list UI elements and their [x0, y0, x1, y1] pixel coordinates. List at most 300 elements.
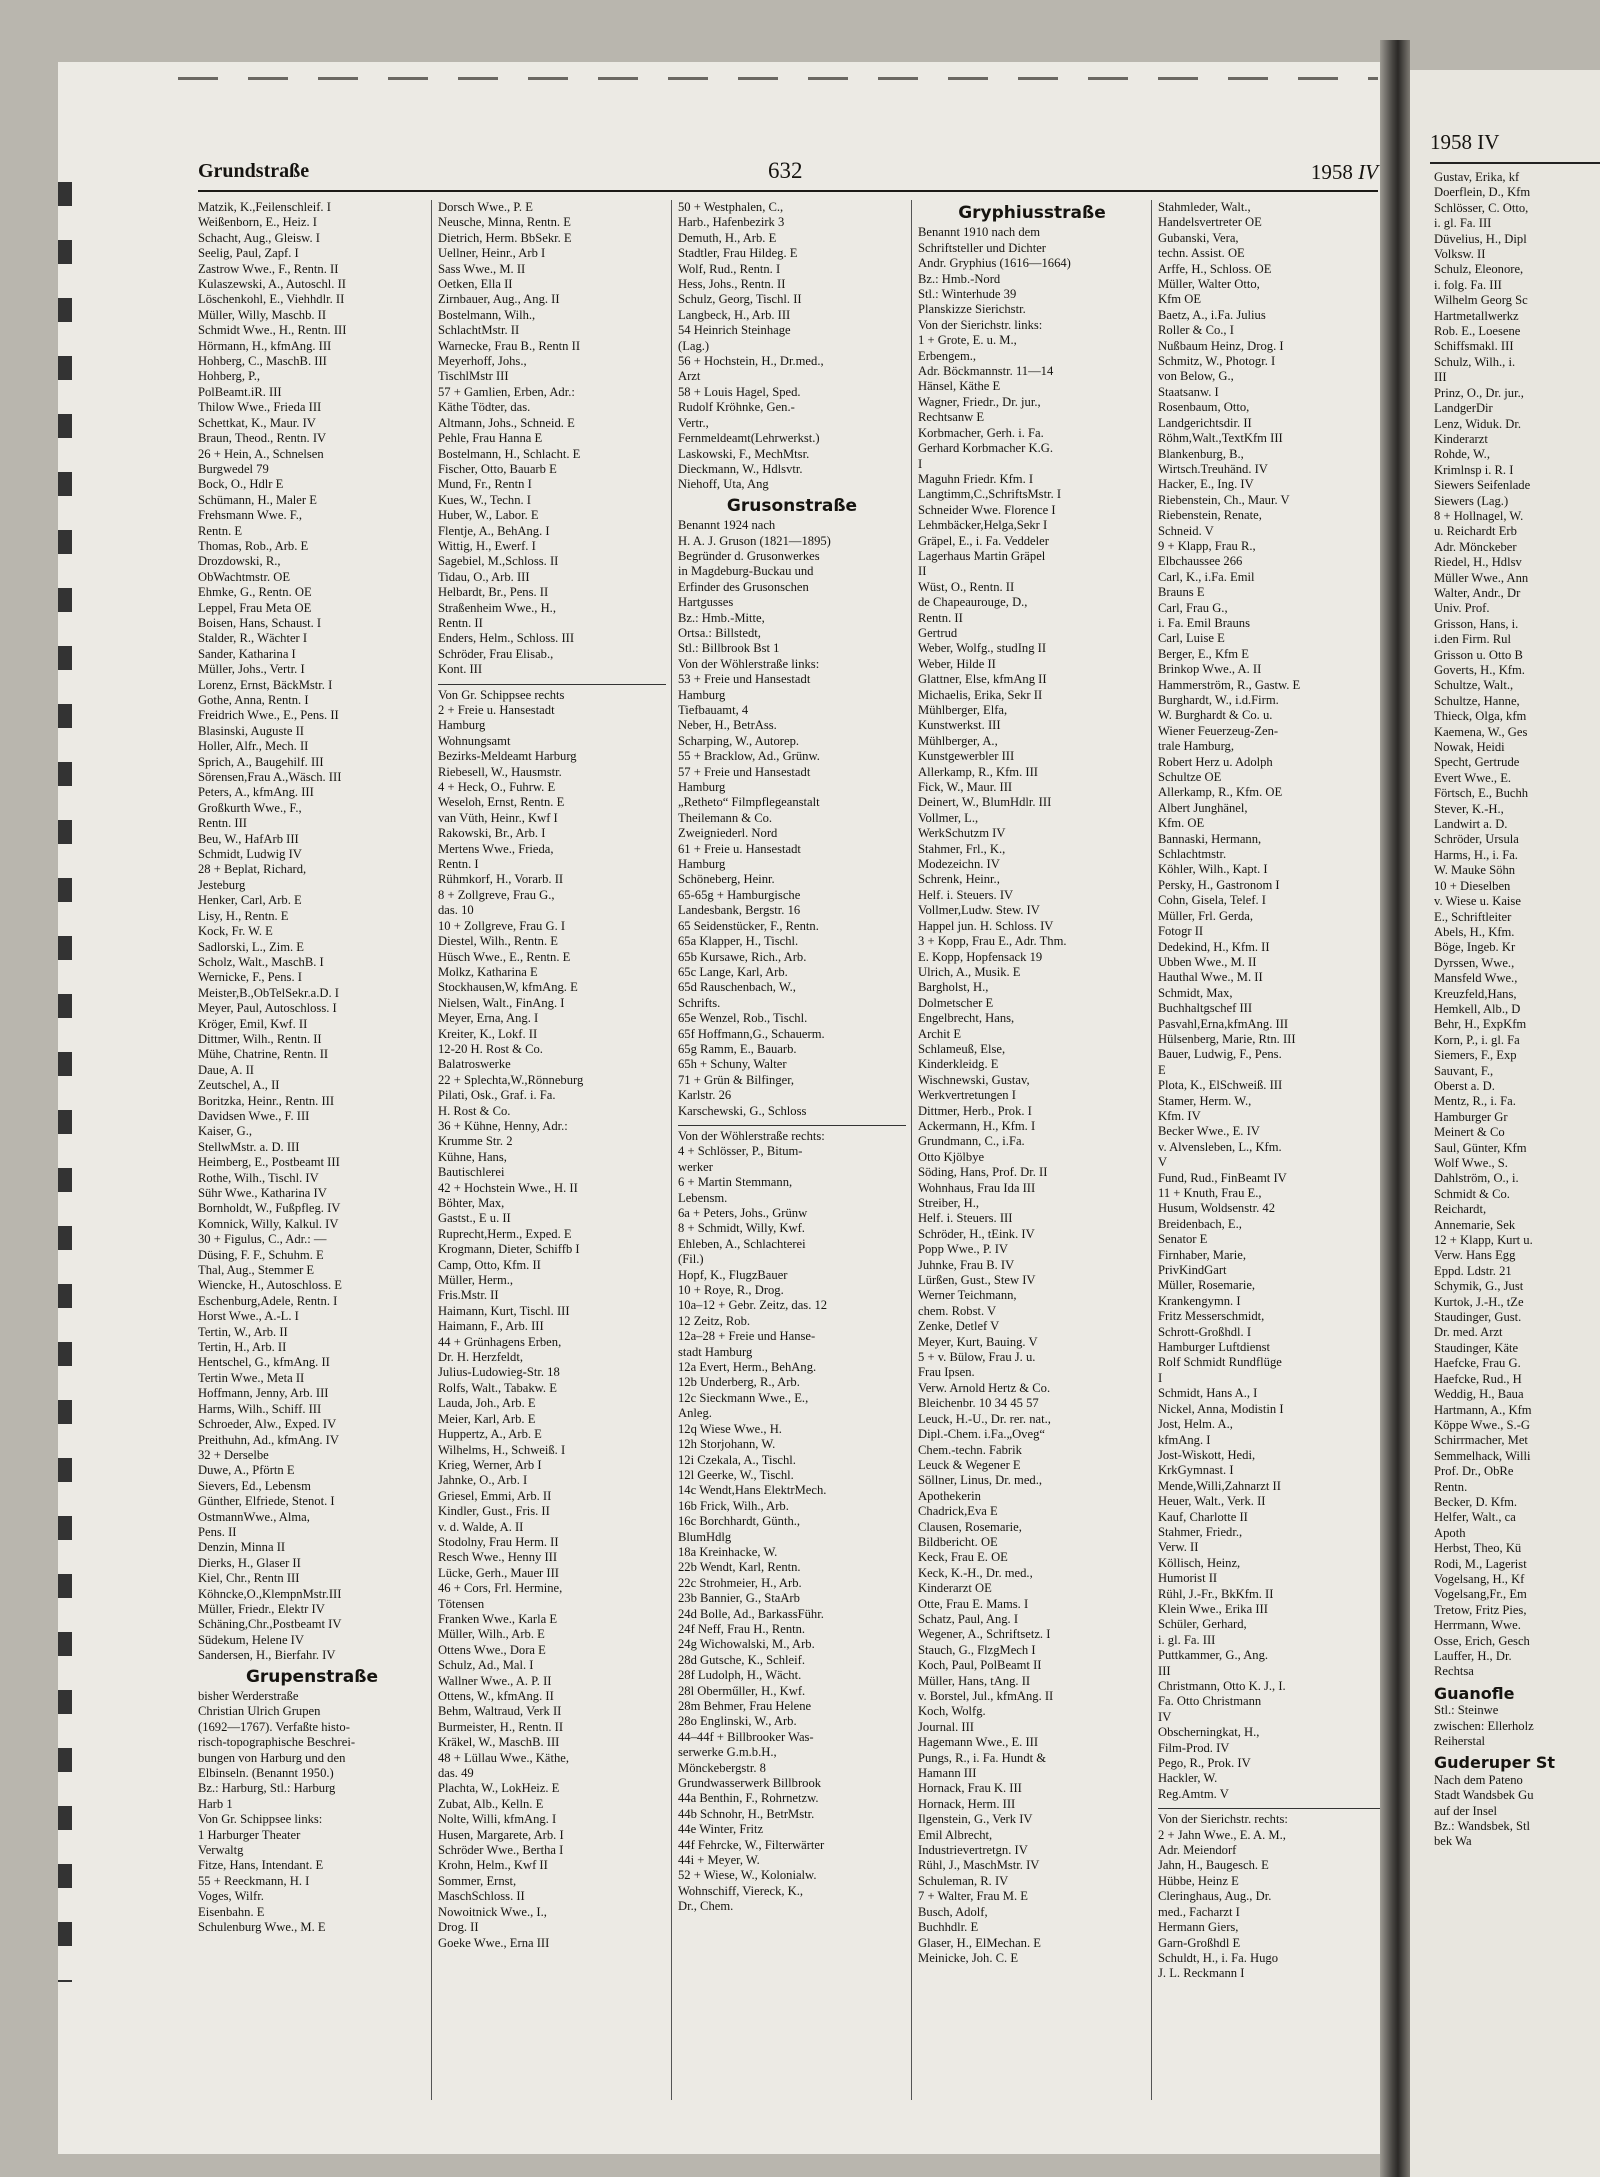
directory-entry-line: 22 + Splechta,W.,Rönneburg	[438, 1072, 584, 1087]
directory-entry-line: 3 + Kopp, Frau E., Adr. Thm.	[918, 934, 1067, 949]
directory-entry-line: Fischer, Otto, Bauarb E	[438, 461, 557, 476]
directory-entry-line: Nielsen, Walt., FinAng. I	[438, 995, 565, 1010]
directory-entry-line: Wagner, Friedr., Dr. jur.,	[918, 394, 1041, 409]
directory-entry-line: Planskizze Sierichstr.	[918, 302, 1026, 317]
directory-entry-line: Köllisch, Heinz,	[1158, 1555, 1241, 1570]
directory-entry-line: Schultze, Walt.,	[1434, 678, 1514, 693]
directory-entry-line: 55 + Reeckmann, H. I	[198, 1873, 310, 1888]
directory-entry-line: Langbeck, H., Arb. III	[678, 307, 791, 322]
directory-entry-line: Dittmer, Wilh., Rentn. II	[198, 1031, 322, 1046]
directory-entry-line: Allerkamp, R., Kfm. III	[918, 764, 1038, 779]
directory-entry-line: 12a–28 + Freie und Hanse-	[678, 1329, 816, 1344]
directory-entry-line: Arffe, H., Schloss. OE	[1158, 261, 1272, 276]
directory-entry-line: Ottens Wwe., Dora E	[438, 1642, 546, 1657]
directory-entry-line: Förtsch, E., Buchh	[1434, 786, 1529, 801]
directory-entry-line: 36 + Kühne, Henny, Adr.:	[438, 1118, 568, 1133]
directory-entry-line: Stadt Wandsbek Gu	[1434, 1788, 1534, 1803]
directory-entry-line: Vogelsang, H., Kf	[1434, 1571, 1525, 1586]
directory-entry-line: Schrifts.	[678, 995, 721, 1010]
directory-entry-line: Rohde, W.,	[1434, 447, 1490, 462]
directory-entry-line: Dietrich, Herm. BbSekr. E	[438, 230, 572, 245]
directory-entry-line: Nach dem Pateno	[1434, 1772, 1523, 1787]
directory-entry-line: Carl, Frau G.,	[1158, 600, 1228, 615]
directory-entry-line: Karlstr. 26	[678, 1088, 732, 1103]
directory-entry-line: 5 + v. Bülow, Frau J. u.	[918, 1350, 1036, 1365]
directory-entry-line: Theilemann & Co.	[678, 810, 773, 825]
directory-entry-line: Modezeichn. IV	[918, 857, 1000, 872]
directory-entry-line: von Below, G.,	[1158, 369, 1234, 384]
directory-entry-line: Kfm. IV	[1158, 1108, 1201, 1123]
directory-entry-line: Meinicke, Joh. C. E	[918, 1950, 1019, 1965]
directory-entry-line: Kaemena, W., Ges	[1434, 724, 1528, 739]
directory-entry-line: 65f Hoffmann,G., Schauerm.	[678, 1026, 825, 1041]
directory-entry-line: Bildbericht. OE	[918, 1534, 998, 1549]
directory-entry-line: Reichardt,	[1434, 1202, 1487, 1217]
directory-entry-line: Engelbrecht, Hans,	[918, 1011, 1015, 1026]
directory-entry-line: Hamburg	[678, 687, 726, 702]
directory-entry-line: Fa. Otto Christmann	[1158, 1694, 1262, 1709]
directory-entry-line: Reg.Amtm. V	[1158, 1786, 1229, 1801]
directory-entry-line: Hacker, E., Ing. IV	[1158, 477, 1254, 492]
directory-entry-line: Kauf, Charlotte II	[1158, 1509, 1248, 1524]
directory-entry-line: Sagebiel, M.,Schloss. II	[438, 554, 559, 569]
directory-entry-line: 12i Czekala, A., Tischl.	[678, 1452, 796, 1467]
directory-entry-line: Gastst., E u. II	[438, 1211, 511, 1226]
directory-entry-line: Mühlberger, A.,	[918, 733, 998, 748]
directory-entry-line: Schymik, G., Just	[1434, 1279, 1524, 1294]
directory-entry-line: Nowoitnick Wwe., I.,	[438, 1904, 547, 1919]
directory-entry-line: Sprich, A., Baugehilf. III	[198, 754, 324, 769]
directory-entry-line: Wegener, A., Schriftsetz. I	[918, 1627, 1051, 1642]
directory-entry-line: Wilhelm Georg Sc	[1434, 293, 1528, 308]
directory-entry-line: Söllner, Linus, Dr. med.,	[918, 1473, 1043, 1488]
directory-entry-line: Grundmann, C., i.Fa.	[918, 1134, 1025, 1149]
year: 1958	[1310, 160, 1353, 184]
directory-entry-line: BlumHdlg	[678, 1529, 732, 1544]
directory-entry-line: Neusche, Minna, Rentn. E	[438, 215, 571, 230]
directory-entry-line: Von der Wöhlerstraße links:	[678, 656, 820, 671]
directory-entry-line: Lehmbäcker,Helga,Sekr I	[918, 518, 1048, 533]
directory-entry-line: Fernmeldeamt(Lehrwerkst.)	[678, 431, 820, 446]
directory-entry-line: Stodolny, Frau Herm. II	[438, 1534, 559, 1549]
directory-entry-line: Univ. Prof.	[1434, 601, 1490, 616]
directory-entry-line: (Fil.)	[678, 1252, 704, 1267]
directory-entry-line: Becker, D. Kfm.	[1434, 1494, 1518, 1509]
directory-entry-line: Drozdowski, R.,	[198, 554, 281, 569]
directory-entry-line: Rolfs, Walt., Tabakw. E	[438, 1380, 557, 1395]
directory-entry-line: Archit E	[918, 1026, 962, 1041]
directory-entry-line: Rühl, J., MaschMstr. IV	[918, 1858, 1040, 1873]
directory-entry-line: Helfer, Walt., ca	[1434, 1510, 1516, 1525]
directory-entry-line: Rechtsanw E	[918, 410, 985, 425]
directory-entry-line: Streiber, H.,	[918, 1196, 980, 1210]
right-page-header: 1958 IV	[1430, 130, 1500, 154]
directory-entry-line: Buchhdlr. E	[918, 1920, 979, 1935]
directory-entry-line: Apothekerin	[918, 1488, 981, 1503]
directory-entry-line: Bautischlerei	[438, 1165, 505, 1180]
directory-entry-line: Matzik, K.,Feilenschleif. I	[198, 200, 331, 214]
directory-entry-line: Oetken, Ella II	[438, 277, 513, 292]
page-number: 632	[768, 158, 803, 183]
directory-entry-line: 18a Kreinhacke, W.	[678, 1544, 778, 1559]
directory-entry-line: Müller, Wilh., Arb. E	[438, 1627, 545, 1642]
directory-entry-line: Sommer, Ernst,	[438, 1873, 517, 1888]
directory-entry-line: Meinert & Co	[1434, 1125, 1505, 1140]
directory-entry-line: 10 + Dieselben	[1434, 878, 1511, 893]
directory-entry-line: 65b Kursawe, Rich., Arb.	[678, 949, 807, 964]
directory-entry-line: SchlachtMstr. II	[438, 323, 520, 338]
directory-entry-line: E., Schriftleiter	[1434, 909, 1512, 924]
directory-entry-line: Plachta, W., LokHeiz. E	[438, 1781, 560, 1796]
directory-entry-line: Mühe, Chatrine, Rentn. II	[198, 1047, 329, 1062]
directory-entry-line: Zweigniederl. Nord	[678, 826, 778, 841]
directory-entry-line: Verw. Arnold Hertz & Co.	[918, 1380, 1051, 1395]
directory-entry-line: Eschenburg,Adele, Rentn. I	[198, 1293, 338, 1308]
directory-entry-line: 44a Benthin, F., Rohrnetzw.	[678, 1791, 819, 1806]
directory-entry-line: Tretow, Fritz Pies,	[1434, 1602, 1527, 1617]
directory-entry-line: zwischen: Ellerholz	[1434, 1718, 1534, 1733]
directory-entry-line: Pungs, R., i. Fa. Hundt &	[918, 1750, 1047, 1765]
directory-entry-line: Wischnewski, Gustav,	[918, 1072, 1030, 1087]
directory-entry-line: Industrievertretgn. IV	[918, 1843, 1028, 1858]
directory-entry-line: Clausen, Rosemarie,	[918, 1519, 1022, 1534]
directory-entry-line: Ortsa.: Billstedt,	[678, 625, 761, 640]
directory-entry-line: Neber, H., BetrAss.	[678, 718, 777, 733]
directory-entry-line: Schulz, Ad., Mal. I	[438, 1658, 534, 1673]
directory-entry-line: Nußbaum Heinz, Drog. I	[1158, 338, 1284, 353]
directory-entry-line: Helf. i. Steuers. III	[918, 1211, 1013, 1226]
directory-entry-line: Sievers, Ed., Lebensm	[198, 1478, 311, 1493]
directory-entry-line: V	[1158, 1155, 1168, 1170]
directory-entry-line: Berger, E., Kfm E	[1158, 646, 1249, 661]
street-section-title: Guderuper St	[1434, 1753, 1556, 1773]
directory-entry-line: Chadrick,Eva E	[918, 1504, 998, 1519]
directory-entry-line: Lebensm.	[678, 1190, 728, 1205]
directory-entry-line: Kiel, Chr., Rentn III	[198, 1571, 300, 1586]
directory-entry-line: Husen, Margarete, Arb. I	[438, 1827, 564, 1842]
directory-entry-line: Verwaltg	[198, 1843, 244, 1858]
directory-entry-line: Meyer, Erna, Ang. I	[438, 1011, 539, 1026]
directory-entry-line: Keck, Frau E. OE	[918, 1550, 1008, 1565]
directory-entry-line: Kreiter, K., Lokf. II	[438, 1026, 538, 1041]
column-2	[438, 200, 666, 2100]
directory-entry-line: Wittig, H., Ewerf. I	[438, 538, 536, 553]
directory-entry-line: MaschSchloss. II	[438, 1889, 525, 1904]
directory-entry-line: Franken Wwe., Karla E	[438, 1611, 558, 1626]
directory-entry-line: i.den Firm. Rul	[1434, 632, 1511, 647]
directory-entry-line: Mund, Fr., Rentn I	[438, 477, 532, 492]
directory-entry-line: Dipl.-Chem. i.Fa.„Oveg“	[918, 1427, 1045, 1442]
directory-entry-line: 55 + Bracklow, Ad., Grünw.	[678, 749, 820, 764]
directory-entry-line: Obscherningkat, H.,	[1158, 1725, 1260, 1740]
directory-entry-line: Carl, K., i.Fa. Emil	[1158, 569, 1255, 584]
directory-entry-line: Tertin, H., Arb. II	[198, 1340, 287, 1355]
directory-entry-line: 12-20 H. Rost & Co.	[438, 1041, 543, 1056]
column-divider	[911, 200, 912, 2100]
directory-entry-line: Leuck & Wegener E	[918, 1457, 1021, 1472]
directory-entry-line: Hamburger Luftdienst	[1158, 1340, 1271, 1355]
directory-entry-line: Söding, Hans, Prof. Dr. II	[918, 1165, 1048, 1180]
directory-entry-line: Cohn, Gisela, Telef. I	[1158, 893, 1267, 908]
street-section-title: Gryphiusstraße	[958, 203, 1106, 223]
directory-entry-line: 28 + Beplat, Richard,	[198, 862, 307, 877]
directory-entry-line: Stamer, Herm. W.,	[1158, 1093, 1252, 1108]
column-divider	[1151, 200, 1152, 2100]
directory-entry-line: Stockhausen,W, kfmAng. E	[438, 980, 578, 995]
directory-entry-line: 61 + Freie u. Hansestadt	[678, 841, 801, 856]
directory-entry-line: Holler, Alfr., Mech. II	[198, 739, 309, 754]
directory-entry-line: Doerflein, D., Kfm	[1434, 185, 1531, 200]
directory-entry-line: Weber, Wolfg., studIng II	[918, 641, 1047, 656]
directory-entry-line: Von der Sierichstr. rechts:	[1158, 1812, 1288, 1827]
directory-entry-line: Schmidt Wwe., H., Rentn. III	[198, 323, 347, 338]
directory-entry-line: Popp Wwe., P. IV	[918, 1242, 1009, 1257]
directory-entry-line: 12 Zeitz, Rob.	[678, 1313, 751, 1328]
directory-entry-line: trale Hamburg,	[1158, 739, 1235, 754]
directory-entry-line: Bz.: Harburg, Stl.: Harburg	[198, 1781, 336, 1796]
column-5	[1158, 200, 1380, 2100]
directory-entry-line: 24d Bolle, Ad., BarkassFühr.	[678, 1606, 824, 1621]
directory-entry-line: I	[918, 456, 923, 471]
directory-entry-line: Dedekind, H., Kfm. II	[1158, 939, 1270, 954]
directory-entry-line: 30 + Figulus, C., Adr.: —	[198, 1232, 327, 1247]
directory-entry-line: III	[1434, 370, 1447, 385]
directory-entry-line: Bornholdt, W., Fußpfleg. IV	[198, 1201, 341, 1216]
directory-entry-line: Volksw. II	[1434, 247, 1486, 262]
directory-entry-line: Siewers Seifenlade	[1434, 478, 1531, 493]
directory-entry-line: Schlameuß, Else,	[918, 1041, 1006, 1056]
directory-entry-line: Ottens, W., kfmAng. II	[438, 1689, 554, 1703]
directory-entry-line: Schröder Wwe., Bertha I	[438, 1843, 564, 1858]
directory-entry-line: Resch Wwe., Henny III	[438, 1550, 558, 1565]
directory-entry-line: 44f Fehrcke, W., Filterwärter	[678, 1837, 825, 1852]
directory-entry-line: v. Borstel, Jul., kfmAng. II	[918, 1689, 1054, 1703]
directory-entry-line: Oberst a. D.	[1434, 1078, 1495, 1093]
directory-entry-line: risch-topographische Beschrei-	[198, 1735, 356, 1750]
directory-entry-line: Becker Wwe., E. IV	[1158, 1124, 1260, 1139]
directory-entry-line: Hentschel, G., kfmAng. II	[198, 1355, 330, 1370]
directory-entry-line: Bostelmann, H., Schlacht. E	[438, 446, 581, 461]
directory-entry-line: Grundwasserwerk Billbrook	[678, 1776, 822, 1791]
directory-entry-line: Roller & Co., I	[1158, 323, 1234, 338]
directory-entry-line: ObWachtmstr. OE	[198, 569, 291, 584]
directory-entry-line: W. Burghardt & Co. u.	[1158, 708, 1273, 723]
directory-entry-line: Meyerhoff, Johs.,	[438, 354, 527, 369]
right-page-column	[1434, 170, 1600, 1850]
directory-entry-line: Straßenheim Wwe., H.,	[438, 600, 556, 615]
directory-entry-line: Begründer d. Grusonwerkes	[678, 548, 820, 563]
directory-entry-line: Verw. II	[1158, 1540, 1199, 1555]
directory-entry-line: Riedel, H., Hdlsv	[1434, 555, 1522, 570]
directory-entry-line: Apoth	[1434, 1525, 1466, 1540]
column-divider	[671, 200, 672, 2100]
directory-entry-line: Landgerichtsdir. II	[1158, 415, 1252, 430]
directory-entry-line: Altmann, Johs., Schneid. E	[438, 415, 575, 430]
directory-entry-line: Eisenbahn. E	[198, 1904, 265, 1919]
directory-entry-line: Hohberg, P.,	[198, 369, 261, 384]
directory-entry-line: Mönckebergstr. 8	[678, 1760, 766, 1775]
directory-entry-line: Jahnke, O., Arb. I	[438, 1473, 528, 1488]
directory-entry-line: Adr. Böckmannstr. 11—14	[918, 364, 1054, 379]
directory-entry-line: Hamburger Gr	[1434, 1109, 1508, 1124]
directory-entry-line: Riebenstein, Renate,	[1158, 508, 1262, 523]
directory-entry-line: Henker, Carl, Arb. E	[198, 893, 302, 908]
directory-entry-line: Staudinger, Gust.	[1434, 1310, 1522, 1325]
directory-entry-line: Kont. III	[438, 662, 483, 677]
directory-entry-line: E	[1158, 1062, 1166, 1077]
directory-entry-line: Pego, R., Prok. IV	[1158, 1756, 1251, 1771]
directory-entry-line: Keck, K.-H., Dr. med.,	[918, 1565, 1033, 1580]
book-gutter	[1380, 40, 1410, 2177]
directory-entry-line: Krankengymn. I	[1158, 1293, 1241, 1308]
directory-entry-line: Stl.: Billbrook Bst 1	[678, 641, 780, 656]
directory-entry-line: chem. Robst. V	[918, 1303, 997, 1318]
directory-entry-line: Riebesell, W., Hausmstr.	[438, 764, 562, 779]
directory-entry-line: Erfinder des Grusonschen	[678, 579, 809, 594]
left-page	[58, 62, 1380, 2154]
directory-entry-line: Hartmetallwerkz	[1434, 308, 1519, 323]
directory-entry-line: Schlösser, C. Otto,	[1434, 200, 1529, 215]
directory-entry-line: 65 Seidenstücker, F., Rentn.	[678, 918, 819, 933]
directory-entry-line: Herrmann, Wwe.	[1434, 1618, 1521, 1633]
directory-entry-line: Helf. i. Steuers. IV	[918, 887, 1014, 902]
directory-entry-line: Müller Wwe., Ann	[1434, 570, 1529, 585]
directory-entry-line: Wiencke, H., Autoschloss. E	[198, 1278, 342, 1293]
directory-entry-line: Horst Wwe., A.-L. I	[198, 1309, 299, 1324]
directory-entry-line: Heuer, Walt., Verk. II	[1158, 1494, 1266, 1509]
directory-entry-line: Hammerström, R., Gastw. E	[1158, 677, 1301, 692]
directory-entry-line: Hartgusses	[678, 595, 734, 610]
directory-entry-line: Busch, Adolf,	[918, 1904, 988, 1919]
directory-entry-line: Pasvahl,Erna,kfmAng. III	[1158, 1016, 1289, 1031]
directory-entry-line: Hüsch Wwe., E., Rentn. E	[438, 949, 571, 964]
directory-entry-line: Staatsanw. I	[1158, 384, 1219, 399]
directory-entry-line: Von der Wöhlerstraße rechts:	[678, 1128, 825, 1143]
directory-entry-line: 7 + Walter, Frau M. E	[918, 1889, 1028, 1904]
directory-entry-line: 58 + Louis Hagel, Sped.	[678, 384, 801, 399]
directory-entry-line: Otto Kjölbye	[918, 1149, 985, 1164]
directory-entry-line: Seelig, Paul, Zapf. I	[198, 246, 299, 261]
directory-entry-line: Jahn, H., Baugesch. E	[1158, 1858, 1269, 1873]
directory-entry-line: Vertr.,	[678, 415, 709, 430]
directory-entry-line: Müller, Friedr., Elektr IV	[198, 1601, 325, 1616]
directory-entry-line: Lenz, Widuk. Dr.	[1434, 416, 1522, 431]
directory-entry-line: in Magdeburg-Buckau und	[678, 564, 814, 579]
directory-entry-line: 65d Rauschenbach, W.,	[678, 980, 796, 995]
directory-entry-line: Annemarie, Sek	[1434, 1217, 1516, 1232]
top-dash-artifact	[178, 77, 1378, 80]
directory-entry-line: Tiefbauamt, 4	[678, 703, 749, 717]
directory-entry-line: Bz.: Wandsbek, Stl	[1434, 1819, 1531, 1834]
directory-entry-line: Dyrssen, Wwe.,	[1434, 955, 1515, 970]
street-section-title: Grusonstraße	[726, 495, 858, 516]
directory-entry-line: 57 + Freie und Hansestadt	[678, 764, 811, 779]
directory-entry-line: v. d. Walde, A. II	[438, 1519, 524, 1534]
directory-entry-line: Lürßen, Gust., Stew IV	[918, 1273, 1036, 1288]
directory-entry-line: Staudinger, Käte	[1434, 1340, 1519, 1355]
directory-entry-line: 12 + Klapp, Kurt u.	[1434, 1233, 1533, 1248]
directory-entry-line: Kunstwerkst. III	[918, 718, 1001, 733]
directory-entry-line: 54 Heinrich Steinhage	[678, 323, 791, 338]
directory-entry-line: Kulaszewski, A., Autoschl. II	[198, 277, 346, 292]
directory-entry-line: Wohnschiff, Viereck, K.,	[678, 1883, 804, 1898]
directory-entry-line: 65h + Schuny, Walter	[678, 1057, 787, 1072]
directory-entry-line: „Retheto“ Filmpflegeanstalt	[678, 795, 820, 810]
directory-entry-line: Stl.: Winterhude 39	[918, 287, 1017, 302]
directory-entry-line: Puttkammer, G., Ang.	[1158, 1648, 1269, 1663]
directory-entry-line: Klein Wwe., Erika III	[1158, 1601, 1268, 1616]
directory-entry-line: Jesteburg	[198, 877, 246, 892]
directory-entry-line: Mansfeld Wwe.,	[1434, 971, 1518, 986]
directory-entry-line: Wüst, O., Rentn. II	[918, 579, 1015, 594]
directory-columns	[198, 200, 1380, 2100]
directory-entry-line: KrkGymnast. I	[1158, 1463, 1234, 1478]
directory-entry-line: Hauthal Wwe., M. II	[1158, 970, 1263, 985]
directory-entry-line: Kock, Fr. W. E	[198, 924, 273, 939]
directory-entry-line: Dittmer, Herb., Prok. I	[918, 1103, 1032, 1118]
directory-entry-line: Tidau, O., Arb. III	[438, 569, 530, 584]
directory-entry-line: Schmitz, W., Photogr. I	[1158, 354, 1276, 369]
directory-entry-line: Haimann, F., Arb. III	[438, 1319, 544, 1334]
directory-entry-line: Rakowski, Br., Arb. I	[438, 826, 546, 841]
directory-entry-line: Duwe, A., Pförtn E	[198, 1463, 295, 1478]
directory-entry-line: Harb., Hafenbezirk 3	[678, 215, 785, 230]
directory-entry-line: Stever, K.-H.,	[1434, 801, 1504, 816]
directory-entry-line: Hartmann, A., Kfm	[1434, 1402, 1532, 1417]
directory-entry-line: Kaiser, G.,	[198, 1124, 253, 1139]
directory-entry-line: Handelsvertreter OE	[1158, 215, 1262, 230]
directory-entry-line: Thal, Aug., Stemmer E	[198, 1263, 315, 1278]
directory-entry-line: Wirtsch.Treuhänd. IV	[1158, 461, 1268, 476]
directory-entry-line: Laskowski, F., MechMtsr.	[678, 446, 810, 461]
directory-entry-line: 10a–12 + Gebr. Zeitz, das. 12	[678, 1298, 828, 1313]
directory-entry-line: Großkurth Wwe., F.,	[198, 800, 302, 815]
directory-entry-line: Adr. Mönckeber	[1434, 539, 1517, 554]
directory-entry-line: Gräpel, E., i. Fa. Veddeler	[918, 533, 1049, 548]
directory-entry-line: Wohnhaus, Frau Ida III	[918, 1180, 1036, 1195]
directory-entry-line: Elbchaussee 266	[1158, 554, 1243, 569]
directory-entry-line: Thilow Wwe., Frieda III	[198, 400, 322, 415]
column-3	[678, 200, 906, 2100]
directory-entry-line: Dieckmann, W., Hdlsvtr.	[678, 461, 803, 476]
directory-entry-line: LandgerDir	[1434, 401, 1493, 416]
directory-entry-line: Koch, Wolfg.	[918, 1704, 986, 1719]
directory-entry-line: van Vüth, Heinr., Kwf I	[438, 810, 558, 825]
directory-entry-line: Allerkamp, R., Kfm. OE	[1158, 785, 1283, 800]
directory-entry-line: Harms, H., i. Fa.	[1434, 847, 1518, 862]
directory-entry-line: 22b Wendt, Karl, Rentn.	[678, 1560, 801, 1575]
directory-entry-line: Fund, Rud., FinBeamt IV	[1158, 1170, 1287, 1185]
directory-entry-line: 46 + Cors, Frl. Hermine,	[438, 1581, 563, 1596]
directory-entry-line: 22c Strohmeier, H., Arb.	[678, 1575, 802, 1590]
directory-entry-line: Behr, H., ExpKfm	[1434, 1017, 1527, 1032]
directory-entry-line: 57 + Gamlien, Erben, Adr.:	[438, 384, 575, 399]
directory-entry-line: Köhncke,O.,KlempnMstr.III	[198, 1586, 342, 1601]
directory-entry-line: II	[918, 564, 927, 579]
directory-entry-line: 28l Oberműller, H., Kwf.	[678, 1683, 806, 1698]
directory-entry-line: Helbardt, Br., Pens. II	[438, 585, 549, 600]
directory-entry-line: Werkvertretungen I	[918, 1088, 1016, 1103]
directory-entry-line: Garn-Großhdl E	[1158, 1935, 1241, 1950]
directory-entry-line: Kurtok, J.-H., tZe	[1434, 1294, 1524, 1309]
directory-entry-line: Schriftsteller und Dichter	[918, 240, 1046, 255]
directory-entry-line: Krimlnsp i. R. I	[1434, 462, 1514, 477]
directory-entry-line: Goverts, H., Kfm.	[1434, 663, 1525, 677]
directory-entry-line: bisher Werderstraße	[198, 1689, 299, 1703]
directory-entry-line: Thomas, Rob., Arb. E	[198, 538, 309, 553]
directory-entry-line: Hornack, Herm. III	[918, 1796, 1016, 1811]
directory-entry-line: StellwMstr. a. D. III	[198, 1139, 300, 1154]
